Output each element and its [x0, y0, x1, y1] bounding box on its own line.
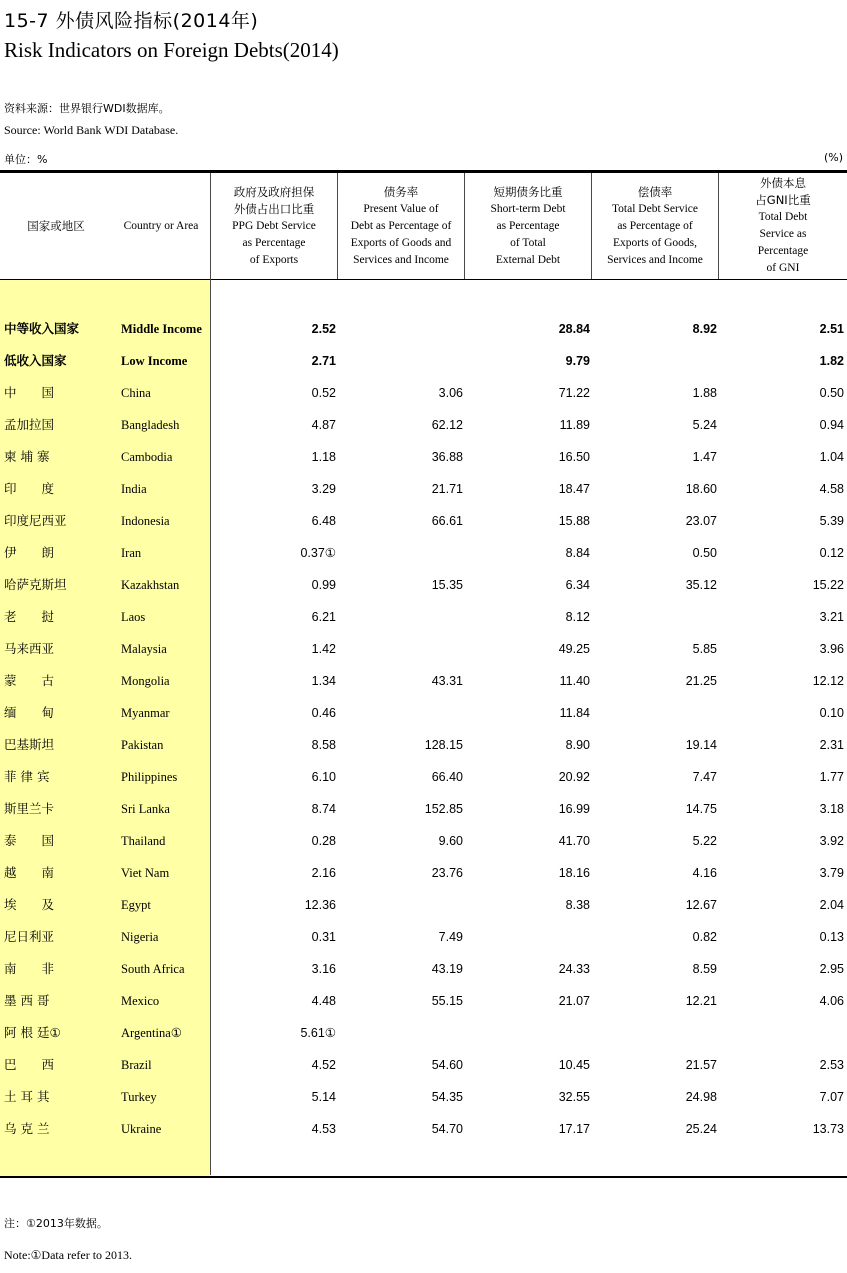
table-row	[0, 800, 847, 832]
row-area-en: Cambodia	[121, 450, 173, 464]
debt-service-gni-value: 2.95	[819, 962, 844, 976]
header-area-en	[112, 173, 210, 279]
short-term-debt-value: 10.45	[558, 1058, 590, 1072]
table-row	[0, 640, 847, 672]
row-area-cn: 蒙 古	[4, 673, 55, 688]
row-area-cn: 老 挝	[4, 609, 55, 624]
ppg-debt-service-value: 3.29	[311, 482, 336, 496]
table-row	[0, 736, 847, 768]
debt-service-gni-value: 3.92	[819, 834, 844, 848]
header-line: Services and Income	[607, 253, 703, 266]
row-area-en: Thailand	[121, 834, 166, 848]
short-term-debt-value: 28.84	[558, 322, 590, 336]
table-row	[0, 704, 847, 736]
header-debt-service-ratio	[592, 173, 718, 279]
row-area-cn: 斯里兰卡	[4, 801, 55, 816]
table-row	[0, 992, 847, 1024]
debt-service-gni-value: 1.82	[819, 354, 844, 368]
row-area-en: Low Income	[121, 354, 188, 368]
ppg-debt-service-value: 2.52	[311, 322, 336, 336]
ppg-debt-service-value: 0.28	[311, 834, 336, 848]
row-area-cn: 墨 西 哥	[4, 993, 50, 1008]
debt-service-gni-value: 4.58	[819, 482, 844, 496]
header-line: 占GNI比重	[755, 193, 811, 207]
debt-service-ratio-value: 4.16	[692, 866, 717, 880]
table-row	[0, 512, 847, 544]
short-term-debt-value: 32.55	[558, 1090, 590, 1104]
header-line: of Exports	[249, 253, 299, 266]
ppg-debt-service-value: 5.14	[311, 1090, 336, 1104]
row-area-en: Ukraine	[121, 1122, 162, 1136]
row-area-en: Philippines	[121, 770, 178, 784]
short-term-debt-value: 6.34	[565, 578, 590, 592]
debt-ratio-value: 66.61	[431, 514, 463, 528]
debt-ratio-value: 54.60	[431, 1058, 463, 1072]
ppg-debt-service-value: 4.87	[311, 418, 336, 432]
ppg-debt-service-value: 1.42	[311, 642, 336, 656]
ppg-debt-service-value: 0.52	[311, 386, 336, 400]
table-row	[0, 768, 847, 800]
header-line: PPG Debt Service	[232, 219, 316, 232]
table-row	[0, 544, 847, 576]
debt-service-gni-value: 1.04	[819, 450, 844, 464]
row-area-en: India	[121, 482, 147, 496]
ppg-debt-service-value: 1.18	[311, 450, 336, 464]
table-row	[0, 576, 847, 608]
debt-service-gni-value: 2.53	[819, 1058, 844, 1072]
row-area-en: Middle Income	[121, 322, 202, 336]
short-term-debt-value: 18.47	[558, 482, 590, 496]
short-term-debt-value: 71.22	[558, 386, 590, 400]
header-line: 外债占出口比重	[233, 201, 315, 216]
page-title-cn: 15-7 外债风险指标(2014年)	[4, 10, 259, 32]
debt-service-ratio-value: 12.67	[685, 898, 717, 912]
row-area-en: Turkey	[121, 1090, 157, 1104]
row-area-en: Mongolia	[121, 674, 170, 688]
debt-ratio-value: 21.71	[431, 482, 463, 496]
row-area-cn: 土 耳 其	[4, 1089, 50, 1104]
ppg-debt-service-value: 3.16	[311, 962, 336, 976]
source-note-cn: 资料来源：世界银行WDI数据库。	[4, 102, 170, 115]
row-area-en: Brazil	[121, 1058, 152, 1072]
row-area-en: Malaysia	[121, 642, 167, 656]
header-line: Present Value of	[363, 202, 439, 215]
debt-service-gni-value: 5.39	[819, 514, 844, 528]
table-row	[0, 960, 847, 992]
debt-service-gni-value: 0.50	[819, 386, 844, 400]
short-term-debt-value: 11.84	[559, 706, 590, 720]
short-term-debt-value: 41.70	[558, 834, 590, 848]
header-area-cn-text: 国家或地区	[27, 218, 85, 233]
ppg-debt-service-value: 8.58	[311, 738, 336, 752]
row-area-cn: 低收入国家	[4, 353, 67, 368]
debt-service-gni-value: 0.12	[819, 546, 844, 560]
debt-service-gni-value: 2.51	[819, 322, 844, 336]
row-area-cn: 伊 朗	[4, 545, 55, 560]
debt-ratio-value: 55.15	[431, 994, 463, 1008]
row-area-en: Iran	[121, 546, 142, 560]
header-line: as Percentage	[242, 236, 306, 249]
header-line: of GNI	[766, 262, 800, 274]
header-line: External Debt	[495, 253, 561, 266]
row-area-cn: 越 南	[4, 865, 55, 880]
table-row	[0, 896, 847, 928]
debt-service-gni-value: 7.07	[819, 1090, 844, 1104]
ppg-debt-service-value: 0.37①	[300, 546, 336, 560]
short-term-debt-value: 8.84	[565, 546, 590, 560]
short-term-debt-value: 20.92	[558, 770, 590, 784]
ppg-debt-service-value: 4.52	[311, 1058, 336, 1072]
debt-service-gni-value: 2.04	[819, 898, 844, 912]
short-term-debt-value: 9.79	[565, 354, 590, 368]
risk-indicator-table	[0, 170, 847, 1178]
header-line: Exports of Goods and	[350, 236, 452, 249]
header-short-term-debt	[465, 173, 591, 279]
debt-ratio-value: 43.31	[431, 674, 463, 688]
row-area-en: Bangladesh	[121, 418, 180, 432]
source-note-en: Source: World Bank WDI Database.	[4, 123, 179, 137]
ppg-debt-service-value: 0.31	[311, 930, 336, 944]
short-term-debt-value: 49.25	[558, 642, 590, 656]
ppg-debt-service-value: 6.21	[311, 610, 336, 624]
debt-service-ratio-value: 1.47	[692, 450, 717, 464]
table-row	[0, 384, 847, 416]
row-area-cn: 孟加拉国	[4, 417, 55, 432]
header-line: Debt as Percentage of	[350, 219, 452, 232]
short-term-debt-value: 18.16	[558, 866, 590, 880]
short-term-debt-value: 21.07	[558, 994, 590, 1008]
debt-service-gni-value: 3.21	[819, 610, 844, 624]
debt-service-gni-value: 0.13	[819, 930, 844, 944]
ppg-debt-service-value: 2.16	[311, 866, 336, 880]
row-area-cn: 缅 甸	[4, 705, 55, 720]
row-area-cn: 中 国	[4, 385, 55, 400]
header-line: as Percentage of	[617, 219, 693, 232]
row-area-en: Egypt	[121, 898, 151, 912]
row-area-cn: 印度尼西亚	[4, 513, 67, 528]
debt-service-gni-value: 3.79	[819, 866, 844, 880]
short-term-debt-value: 8.90	[565, 738, 590, 752]
row-area-cn: 马来西亚	[4, 641, 55, 656]
debt-service-ratio-value: 5.22	[692, 834, 717, 848]
debt-service-ratio-value: 21.25	[685, 674, 717, 688]
debt-service-ratio-value: 35.12	[685, 578, 717, 592]
row-area-cn: 巴基斯坦	[4, 737, 55, 752]
header-debt-service-gni	[719, 173, 847, 279]
row-area-cn: 南 非	[4, 961, 55, 976]
table-row	[0, 608, 847, 640]
debt-service-ratio-value: 0.82	[692, 930, 717, 944]
row-area-cn: 哈萨克斯坦	[4, 577, 67, 592]
debt-ratio-value: 23.76	[431, 866, 463, 880]
short-term-debt-value: 16.99	[558, 802, 590, 816]
debt-service-gni-value: 3.18	[819, 802, 844, 816]
header-line: 偿债率	[637, 184, 673, 199]
row-area-en: China	[121, 386, 151, 400]
row-area-en: Mexico	[121, 994, 160, 1008]
debt-ratio-value: 128.15	[424, 738, 463, 752]
ppg-debt-service-value: 2.71	[311, 354, 336, 368]
debt-service-ratio-value: 5.24	[692, 418, 717, 432]
header-area-cn	[0, 173, 112, 279]
table-row	[0, 1024, 847, 1056]
debt-service-ratio-value: 12.21	[685, 994, 717, 1008]
unit-label-cn: 单位：%	[4, 153, 48, 166]
debt-ratio-value: 15.35	[431, 578, 463, 592]
debt-ratio-value: 54.70	[431, 1122, 463, 1136]
ppg-debt-service-value: 0.46	[311, 706, 336, 720]
row-area-cn: 柬 埔 寨	[4, 449, 50, 464]
unit-label-pct: (%)	[823, 151, 843, 164]
header-line: Service as	[759, 228, 807, 240]
row-area-cn: 中等收入国家	[4, 321, 80, 336]
ppg-debt-service-value: 6.10	[311, 770, 336, 784]
header-ppg-debt-service	[211, 173, 337, 279]
row-area-cn: 乌 克 兰	[4, 1121, 50, 1136]
debt-service-ratio-value: 14.75	[685, 802, 717, 816]
table-row	[0, 1120, 847, 1152]
ppg-debt-service-value: 6.48	[311, 514, 336, 528]
ppg-debt-service-value: 4.53	[311, 1122, 336, 1136]
header-debt-ratio	[338, 173, 464, 279]
header-line: 政府及政府担保	[233, 184, 315, 199]
header-line: of Total	[510, 236, 546, 249]
row-area-en: Pakistan	[121, 738, 164, 752]
row-area-cn: 泰 国	[4, 833, 55, 848]
header-line: Short-term Debt	[490, 202, 566, 215]
header-line: Total Debt Service	[611, 202, 699, 215]
ppg-debt-service-value: 0.99	[311, 578, 336, 592]
row-area-cn: 阿 根 廷①	[4, 1025, 61, 1040]
debt-ratio-value: 3.06	[438, 386, 463, 400]
ppg-debt-service-value: 5.61①	[300, 1026, 336, 1040]
debt-service-gni-value: 3.96	[819, 642, 844, 656]
row-area-cn: 印 度	[4, 481, 55, 496]
header-bottom-rule	[0, 279, 847, 280]
table-row	[0, 864, 847, 896]
debt-service-ratio-value: 23.07	[685, 514, 717, 528]
page-title-en: Risk Indicators on Foreign Debts(2014)	[4, 38, 339, 62]
debt-service-gni-value: 1.77	[819, 770, 844, 784]
table-row	[0, 448, 847, 480]
row-area-en: Sri Lanka	[121, 802, 170, 816]
row-area-cn: 巴 西	[4, 1057, 55, 1072]
table-row	[0, 1088, 847, 1120]
debt-service-ratio-value: 24.98	[685, 1090, 717, 1104]
table-row	[0, 832, 847, 864]
row-area-en: Myanmar	[121, 706, 170, 720]
debt-service-ratio-value: 0.50	[692, 546, 717, 560]
debt-ratio-value: 54.35	[431, 1090, 463, 1104]
ppg-debt-service-value: 12.36	[304, 898, 336, 912]
table-row	[0, 928, 847, 960]
debt-service-gni-value: 15.22	[812, 578, 844, 592]
row-area-en: Viet Nam	[121, 866, 170, 880]
table-row	[0, 352, 847, 384]
row-area-en: Kazakhstan	[121, 578, 180, 592]
debt-service-ratio-value: 8.92	[692, 322, 717, 336]
header-line: as Percentage	[496, 219, 560, 232]
header-line: Services and Income	[353, 253, 449, 266]
ppg-debt-service-value: 1.34	[311, 674, 336, 688]
short-term-debt-value: 8.12	[565, 610, 590, 624]
debt-ratio-value: 7.49	[438, 930, 463, 944]
header-line: 债务率	[383, 184, 419, 199]
debt-ratio-value: 62.12	[431, 418, 463, 432]
short-term-debt-value: 8.38	[565, 898, 590, 912]
short-term-debt-value: 15.88	[558, 514, 590, 528]
table-row	[0, 416, 847, 448]
header-line: Total Debt	[758, 211, 808, 223]
debt-ratio-value: 36.88	[431, 450, 463, 464]
debt-service-ratio-value: 5.85	[692, 642, 717, 656]
debt-service-ratio-value: 21.57	[685, 1058, 717, 1072]
row-area-en: Argentina①	[121, 1026, 182, 1040]
debt-service-gni-value: 13.73	[812, 1122, 844, 1136]
row-area-cn: 尼日利亚	[4, 929, 55, 944]
debt-service-ratio-value: 25.24	[685, 1122, 717, 1136]
header-line: Exports of Goods,	[612, 236, 697, 249]
ppg-debt-service-value: 4.48	[311, 994, 336, 1008]
row-area-en: Indonesia	[121, 514, 170, 528]
debt-service-ratio-value: 7.47	[692, 770, 717, 784]
debt-service-gni-value: 0.10	[819, 706, 844, 720]
short-term-debt-value: 24.33	[558, 962, 590, 976]
table-row	[0, 320, 847, 352]
debt-service-ratio-value: 1.88	[692, 386, 717, 400]
row-area-en: Nigeria	[121, 930, 159, 944]
debt-service-gni-value: 12.12	[812, 674, 844, 688]
header-area-en-text: Country or Area	[123, 219, 199, 232]
debt-service-ratio-value: 19.14	[685, 738, 717, 752]
header-line: 短期债务比重	[493, 184, 563, 199]
debt-ratio-value: 152.85	[424, 802, 463, 816]
header-line: Percentage	[757, 245, 809, 257]
debt-service-gni-value: 4.06	[819, 994, 844, 1008]
table-row	[0, 672, 847, 704]
debt-ratio-value: 9.60	[438, 834, 463, 848]
row-area-cn: 菲 律 宾	[4, 769, 50, 784]
short-term-debt-value: 11.89	[559, 418, 590, 432]
row-area-cn: 埃 及	[4, 897, 55, 912]
table-bottom-rule	[0, 1176, 847, 1178]
debt-service-gni-value: 0.94	[819, 418, 844, 432]
footnote-cn: 注：①2013年数据。	[4, 1217, 108, 1230]
debt-ratio-value: 66.40	[431, 770, 463, 784]
footnote-en: Note:①Data refer to 2013.	[4, 1248, 133, 1262]
ppg-debt-service-value: 8.74	[311, 802, 336, 816]
debt-ratio-value: 43.19	[431, 962, 463, 976]
header-line: 外债本息	[760, 176, 806, 190]
short-term-debt-value: 17.17	[558, 1122, 590, 1136]
debt-service-ratio-value: 18.60	[685, 482, 717, 496]
row-area-en: South Africa	[121, 962, 185, 976]
short-term-debt-value: 11.40	[559, 674, 590, 688]
table-row	[0, 1056, 847, 1088]
row-area-en: Laos	[121, 610, 146, 624]
table-row	[0, 480, 847, 512]
debt-service-gni-value: 2.31	[819, 738, 844, 752]
debt-service-ratio-value: 8.59	[692, 962, 717, 976]
short-term-debt-value: 16.50	[558, 450, 590, 464]
